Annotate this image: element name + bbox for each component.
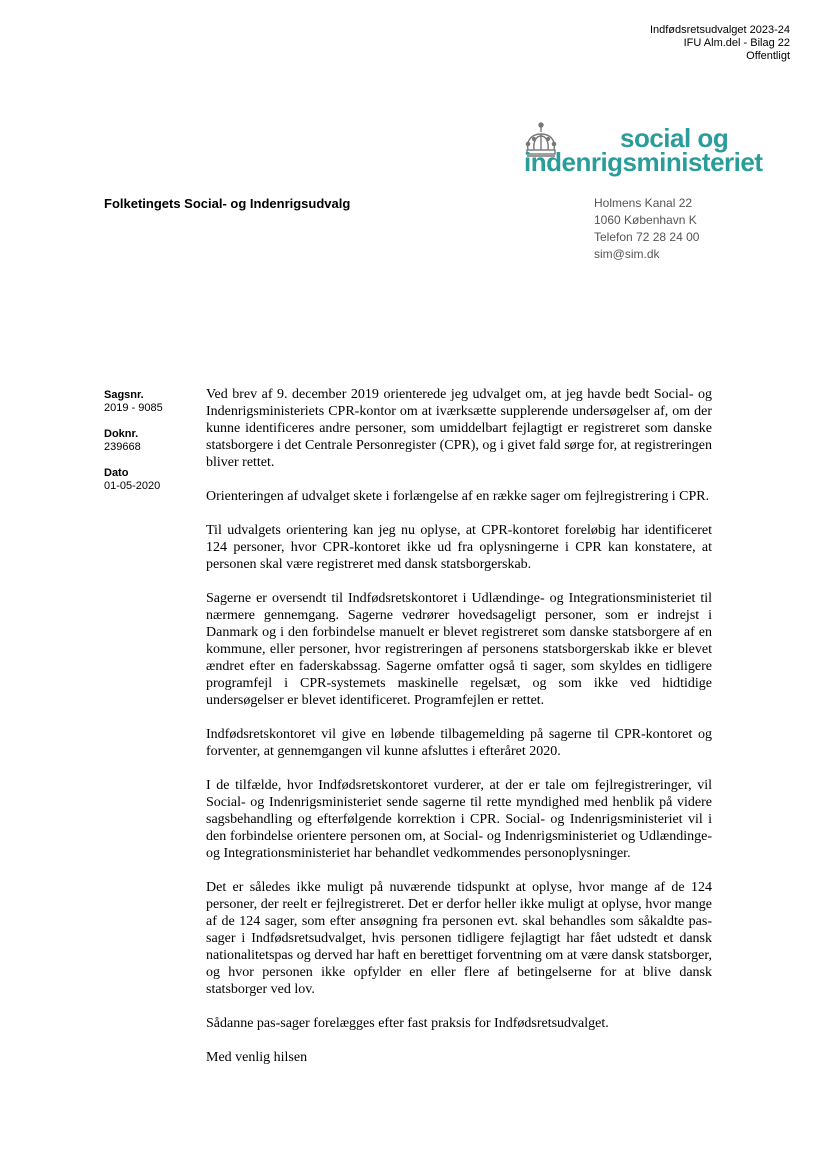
header-line-status: Offentligt — [746, 50, 790, 62]
logo-text-line2: indenrigsministeriet — [524, 147, 763, 177]
paragraph: Sagerne er oversendt til Indfødsretskontoret i Udlændinge- og Integrationsministeriet til nærmere gennemgang. Sagerne vedrører hovedsageligt personer, som er indrejst i Danmark og i den forbindelse manuelt er blevet registreret som danske statsborgere af en kommune, eller personer, hvor registreringen af personens statsborgerskab ikke er blevet ændret efter en faderskabssag. Sagerne omfatter også ti sager, som skyldes en tidligere programfejl i CPR-systemets maskinelle regelsæt, og som ikke ved hidtidige undersøgelser er blevet identificeret. Programfejlen er rettet. — [206, 591, 712, 708]
closing-salutation: Med venlig hilsen — [206, 1050, 308, 1065]
recipient: Folketingets Social- og Indenrigsudvalg — [104, 196, 351, 211]
meta-label: Doknr. — [104, 428, 139, 440]
case-metadata — [104, 389, 163, 506]
meta-label: Dato — [104, 467, 129, 479]
paragraph: Orienteringen af udvalget skete i forlængelse af en række sager om fejlregistrering i CPR. — [206, 489, 710, 504]
header-line-reference: IFU Alm.del - Bilag 22 — [683, 37, 790, 49]
paragraph: Ved brev af 9. december 2019 orienterede jeg udvalget om, at jeg havde bedt Social- og Indenrigsministeriets CPR-kontor om at iværksætte supplerende undersøgelser af, om der kunne identificeres andre personer, som umiddelbart fejlagtigt er registreret som danske statsborgere i det Centrale Personregister (CPR), og i givet fald sørge for, at registreringen bliver rettet. — [206, 387, 712, 470]
address-email: sim@sim.dk — [594, 247, 660, 261]
paragraph: I de tilfælde, hvor Indfødsretskontoret vurderer, at der er tale om fejlregistreringer, vil Social- og Indenrigsministeriet sende sagerne til rette myndighed med henblik på videre sagsbehandling og efterfølgende korrektion i CPR. Social- og Indenrigsministeriet vil i den forbindelse orientere personen om, at Social- og Indenrigsministeriet og Udlændinge- og Integrationsministeriet har behandlet vedkommendes personoplysninger. — [206, 778, 712, 861]
header-line-committee: Indfødsretsudvalget 2023-24 — [649, 24, 790, 36]
sender-address — [594, 195, 699, 263]
address-street: Holmens Kanal 22 — [594, 196, 693, 210]
address-phone: Telefon 72 28 24 00 — [594, 230, 700, 244]
paragraph: Indfødsretskontoret vil give en løbende tilbagemelding på sagerne til CPR-kontoret og forventer, at gennemgangen vil kunne afsluttes i efteråret 2020. — [206, 727, 712, 759]
meta-date — [104, 467, 163, 493]
paragraph: Til udvalgets orientering kan jeg nu oplyse, at CPR-kontoret foreløbig har identificeret 124 personer, hvor CPR-kontoret ikke ud fra oplysningerne i CPR kan konstatere, at personen skal være registreret med dansk statsborgerskab. — [206, 523, 712, 572]
meta-value: 2019 - 9085 — [104, 402, 163, 414]
address-city: 1060 København K — [594, 213, 697, 227]
meta-value: 239668 — [104, 441, 141, 453]
letter-body — [206, 386, 712, 1066]
meta-value: 01-05-2020 — [104, 480, 161, 492]
ministry-logo — [524, 120, 763, 180]
meta-case-number — [104, 389, 163, 415]
paragraph: Det er således ikke muligt på nuværende tidspunkt at oplyse, hvor mange af de 124 personer, der reelt er fejlregistreret. Det er derfor heller ikke muligt at oplyse, hvor mange af de 124 sager, som efter ansøgning fra personen evt. skal behandles som såkaldte pas-sager i Indfødsretsudvalget, hvis personen tidligere fejlagtigt har fået udstedt et dansk nationalitetspas og derved har haft en berettiget forventning om at være dansk statsborger, og hvor personen ikke opfylder en eller flere af betingelserne for at blive dansk statsborger ved lov. — [206, 880, 712, 997]
document-header-meta — [650, 24, 790, 63]
paragraph: Sådanne pas-sager forelægges efter fast praksis for Indfødsretsudvalget. — [206, 1016, 609, 1031]
meta-label: Sagsnr. — [104, 389, 144, 401]
meta-document-number — [104, 428, 163, 454]
logo-text-line1: social og — [620, 123, 729, 153]
